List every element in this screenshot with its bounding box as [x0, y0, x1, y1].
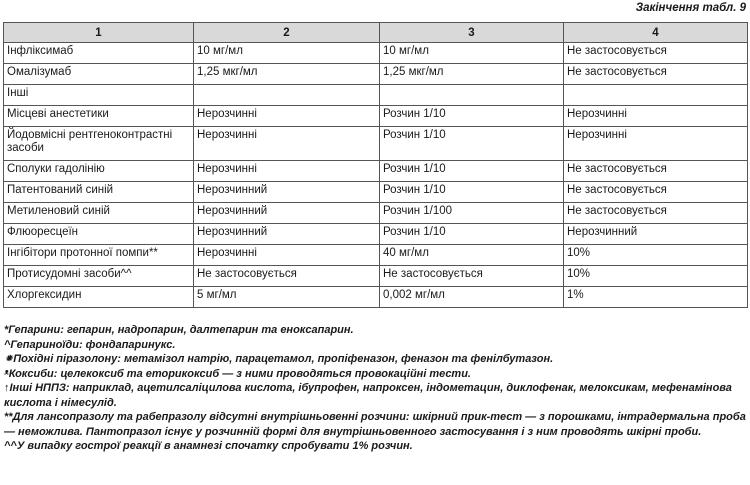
footnote: ᵜКоксиби: целекоксиб та еторикоксиб — з ними проводяться провокаційні тести.: [4, 367, 471, 380]
table-row: [4, 182, 748, 203]
table-cell: Інші: [4, 85, 194, 106]
table-row: [4, 287, 748, 308]
table-cell: Інфліксимаб: [4, 43, 194, 64]
table-cell: Розчин 1/10: [380, 127, 564, 161]
table-cell: 1,25 мкг/мл: [194, 64, 380, 85]
table-row: [4, 106, 748, 127]
table-row: [4, 161, 748, 182]
table-cell: Нерозчинні: [194, 127, 380, 161]
table-cell: Розчин 1/10: [380, 224, 564, 245]
table-cell: Омалізумаб: [4, 64, 194, 85]
table-cell: 40 мг/мл: [380, 245, 564, 266]
drug-concentration-table: [3, 22, 748, 308]
table-cell: Розчин 1/100: [380, 203, 564, 224]
table-cell: Нерозчинні: [564, 106, 748, 127]
table-footnotes: [4, 323, 746, 454]
table-row: [4, 245, 748, 266]
table-cell: 10%: [564, 266, 748, 287]
table-cell: 10 мг/мл: [380, 43, 564, 64]
table-cell: 10%: [564, 245, 748, 266]
table-row: [4, 85, 748, 106]
column-header: 3: [380, 23, 564, 43]
table-cell: Не застосовується: [564, 64, 748, 85]
table-cell: Нерозчинні: [194, 106, 380, 127]
footnote: *Гепарини: гепарин, надропарин, далтепарин та еноксапарин.: [4, 324, 354, 336]
table-cell: Нерозчинні: [564, 127, 748, 161]
table-cell: Розчин 1/10: [380, 106, 564, 127]
table-caption: Закінчення табл. 9: [635, 2, 746, 14]
table-cell: Патентований синій: [4, 182, 194, 203]
table-cell: Інгібітори протонної помпи**: [4, 245, 194, 266]
table-cell: Не застосовується: [380, 266, 564, 287]
table-cell: [380, 85, 564, 106]
table-cell: Не застосовується: [194, 266, 380, 287]
table-cell: [194, 85, 380, 106]
table-row: [4, 43, 748, 64]
table-row: [4, 266, 748, 287]
table-cell: Флюоресцеїн: [4, 224, 194, 245]
table-cell: 5 мг/мл: [194, 287, 380, 308]
footnote: ↑Інші НППЗ: наприклад, ацетилсаліцилова кислота, ібупрофен, напроксен, індометацин, диклофенак, мелоксикам, мефенамінова кислота і німесулід.: [4, 382, 732, 409]
column-header: 1: [4, 23, 194, 43]
table-cell: Місцеві анестетики: [4, 106, 194, 127]
table-cell: Не застосовується: [564, 161, 748, 182]
table-row: [4, 127, 748, 161]
table-cell: 10 мг/мл: [194, 43, 380, 64]
table-cell: Нерозчинні: [194, 161, 380, 182]
table-cell: 1%: [564, 287, 748, 308]
table-cell: Нерозчинний: [564, 224, 748, 245]
table-cell: Нерозчинний: [194, 182, 380, 203]
table-cell: Нерозчинний: [194, 224, 380, 245]
footnote: ^^У випадку гострої реакції в анамнезі спочатку спробувати 1% розчин.: [4, 440, 413, 452]
table-cell: Нерозчинний: [194, 203, 380, 224]
table-cell: Протисудомні засоби^^: [4, 266, 194, 287]
table-cell: Не застосовується: [564, 203, 748, 224]
table-cell: Розчин 1/10: [380, 161, 564, 182]
column-header: 4: [564, 23, 748, 43]
table-cell: 0,002 мг/мл: [380, 287, 564, 308]
table-cell: Сполуки гадолінію: [4, 161, 194, 182]
table-row: [4, 64, 748, 85]
header-row: [4, 23, 748, 43]
table-cell: Метиленовий синій: [4, 203, 194, 224]
table-cell: 1,25 мкг/мл: [380, 64, 564, 85]
table-cell: Не застосовується: [564, 182, 748, 203]
footnote: ⁕Похідні піразолону: метамізол натрію, парацетамол, пропіфеназон, феназон та фенілбутазон.: [4, 353, 554, 365]
table-row: [4, 203, 748, 224]
table-cell: Хлоргексидин: [4, 287, 194, 308]
table-row: [4, 224, 748, 245]
table-cell: [564, 85, 748, 106]
table-cell: Не застосовується: [564, 43, 748, 64]
table-cell: Розчин 1/10: [380, 182, 564, 203]
footnote: **Для лансопразолу та рабепразолу відсутні внутрішньовенні розчини: шкірний прик-тест — з порошками, інтрадермальна проба — неможлива. Пантопразол існує у розчинній формі для внутрішньовенного застосування і з ним проводять шкірні проби.: [4, 411, 746, 438]
column-header: 2: [194, 23, 380, 43]
table-cell: Йодовмісні рентгеноконтрастні засоби: [4, 127, 194, 161]
footnote: ^Гепариноїди: фондапаринукс.: [4, 338, 176, 351]
table-cell: Нерозчинні: [194, 245, 380, 266]
